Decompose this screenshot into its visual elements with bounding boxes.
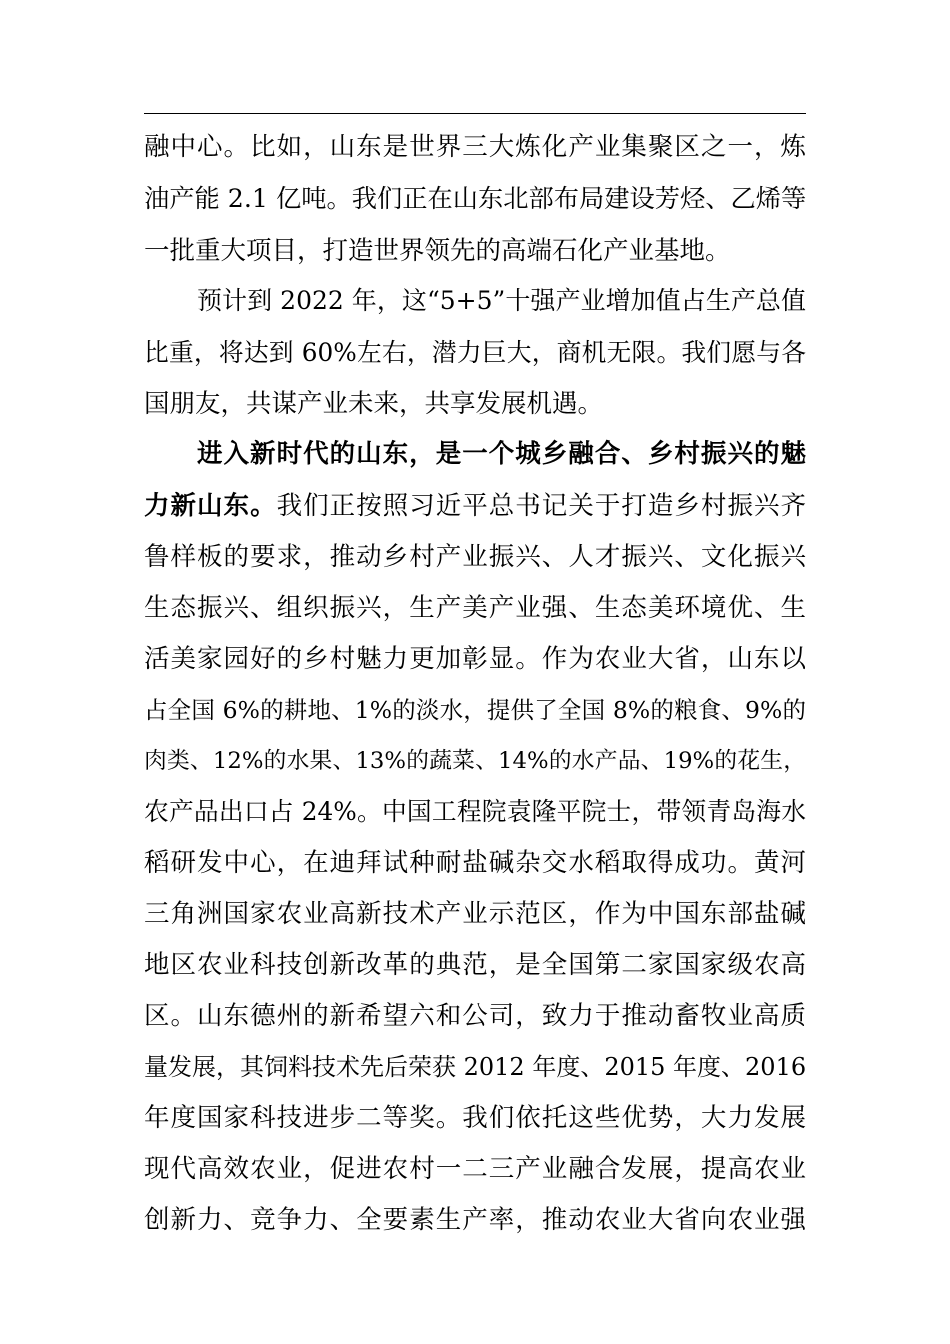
text-segment: 年度国家科技进步二等奖。我们依托这些优势，大力发展	[144, 1103, 806, 1133]
text-line	[197, 434, 806, 474]
text-segment: 地区农业科技创新改革的典范，是全国第二家国家级农高	[144, 950, 806, 980]
text-segment: 我们正按照习近平总书记关于打造乡村振兴齐	[276, 491, 806, 521]
text-line	[144, 1149, 806, 1189]
text-segment: 创新力、竞争力、全要素生产率，推动农业大省向农业强	[144, 1205, 806, 1235]
text-line	[144, 486, 806, 526]
text-segment: 三角洲国家农业高新技术产业示范区，作为中国东部盐碱	[144, 899, 806, 929]
text-line	[197, 281, 806, 321]
text-line	[144, 741, 806, 781]
text-segment: 油产能 2.1 亿吨。我们正在山东北部布局建设芳烃、乙烯等	[144, 184, 807, 213]
text-line	[144, 333, 806, 373]
text-line	[144, 945, 806, 985]
text-segment: 量发展，其饲料技术先后荣获 2012 年度、2015 年度、2016	[144, 1053, 807, 1081]
text-line	[144, 1047, 806, 1087]
text-line	[144, 127, 806, 167]
text-segment: 农产品出口占 24%。中国工程院袁隆平院士，带领青岛海水	[144, 797, 806, 826]
text-line	[144, 1098, 806, 1138]
text-line	[144, 231, 806, 271]
text-segment: 现代高效农业，促进农村一二三产业融合发展，提高农业	[144, 1154, 806, 1184]
bold-heading-segment: 进入新时代的山东，是一个城乡融合、乡村振兴的魅	[197, 439, 806, 469]
text-line	[144, 537, 806, 577]
text-line	[144, 179, 806, 219]
text-segment: 生态振兴、组织振兴，生产美产业强、生态美环境优、生	[144, 593, 806, 623]
text-line	[144, 588, 806, 628]
text-line	[144, 384, 806, 424]
bold-heading-segment: 力新山东。	[144, 491, 277, 521]
text-segment: 鲁样板的要求，推动乡村产业振兴、人才振兴、文化振兴	[144, 542, 806, 572]
text-line	[144, 843, 806, 883]
text-segment: 区。山东德州的新希望六和公司，致力于推动畜牧业高质	[144, 1001, 806, 1031]
text-line	[144, 690, 806, 730]
text-line	[144, 996, 806, 1036]
text-line	[144, 792, 806, 832]
text-line	[144, 1200, 806, 1240]
text-segment: 占全国 6%的耕地、1%的淡水，提供了全国 8%的粮食、9%的	[144, 696, 806, 724]
text-segment: 肉类、12%的水果、13%的蔬菜、14%的水产品、19%的花生，	[144, 748, 806, 774]
text-segment: 融中心。比如，山东是世界三大炼化产业集聚区之一，炼	[144, 132, 806, 162]
text-segment: 活美家园好的乡村魅力更加彰显。作为农业大省，山东以	[144, 644, 806, 674]
header-rule	[144, 113, 806, 114]
text-segment: 稻研发中心，在迪拜试种耐盐碱杂交水稻取得成功。黄河	[144, 848, 806, 878]
text-segment: 一批重大项目，打造世界领先的高端石化产业基地。	[144, 236, 731, 266]
text-segment: 比重，将达到 60%左右，潜力巨大，商机无限。我们愿与各	[144, 338, 806, 367]
text-line	[144, 639, 806, 679]
text-segment: 国朋友，共谋产业未来，共享发展机遇。	[144, 389, 604, 419]
text-line	[144, 894, 806, 934]
text-segment: 预计到 2022 年，这“5+5”十强产业增加值占生产总值	[197, 286, 806, 315]
